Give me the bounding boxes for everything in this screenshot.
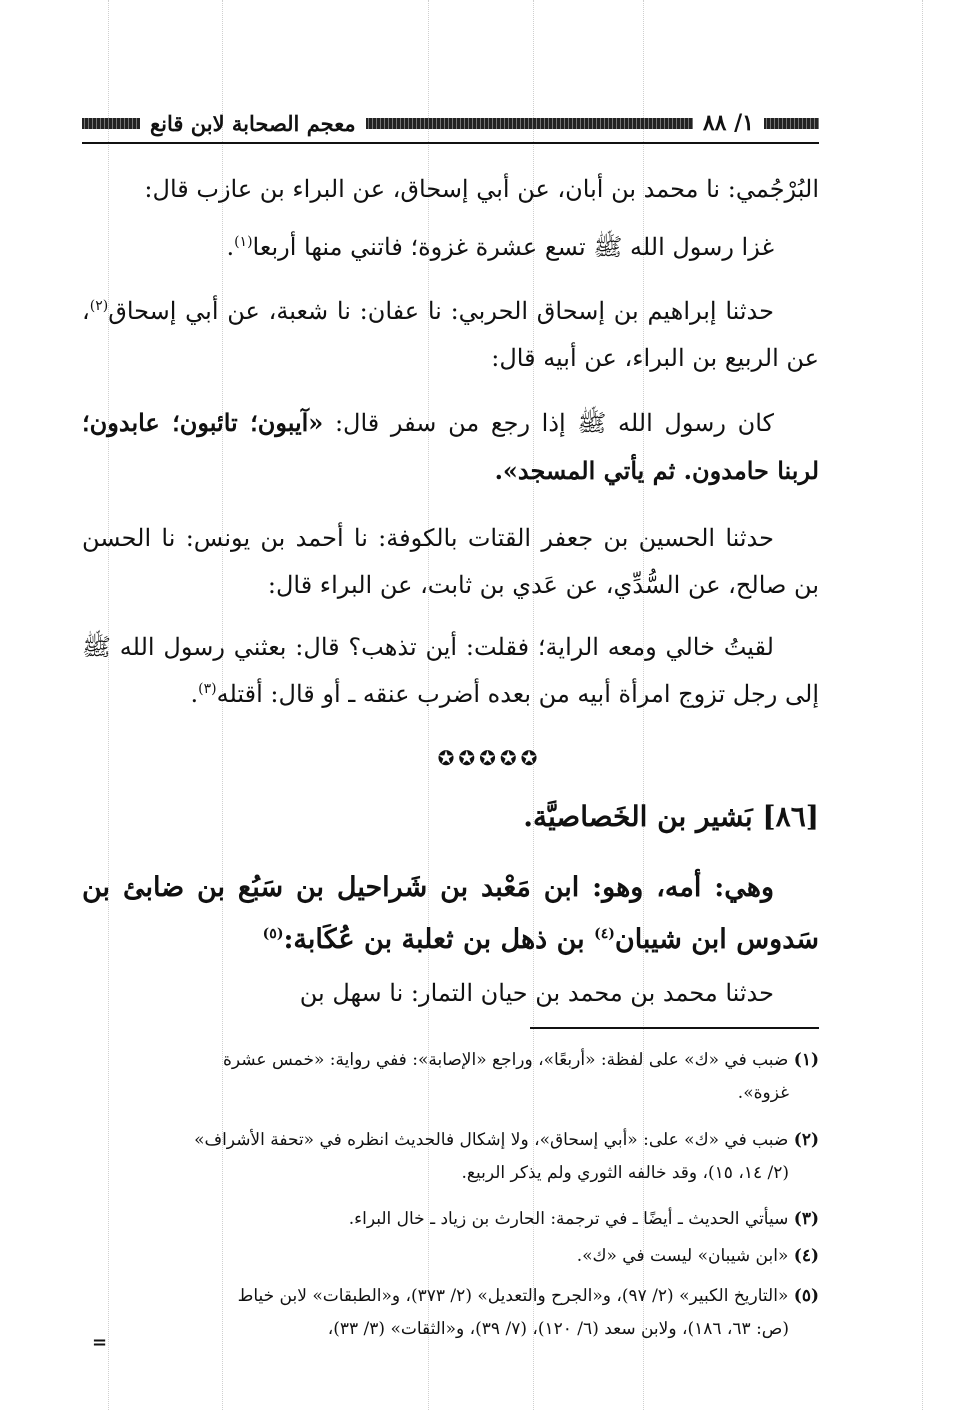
- paragraph-text: البُرْجُمي: نا محمد بن أبان، عن أبي إسحاق، عن البراء بن عازب قال:: [144, 175, 819, 203]
- paragraph-text: حدثنا إبراهيم بن إسحاق الحربي: نا عفان: نا شعبة، عن أبي إسحاق: [108, 297, 774, 325]
- scan-line: [922, 0, 923, 1410]
- footnote-text: ضبب في «ك» على لفظة: «أربعًا»، وراجع «الإصابة»: ففي رواية: «خمس عشرة: [222, 1050, 789, 1070]
- lineage-text: بن ذهل بن ثعلبة بن عُكَابة:: [283, 924, 595, 955]
- entry-number: [٨٦]: [762, 800, 819, 833]
- paragraph-7: [82, 970, 819, 1017]
- paragraph-1: [82, 166, 819, 213]
- footnote-number: (١): [793, 1050, 819, 1070]
- entry-heading: [523, 800, 819, 833]
- entry-lineage: [82, 862, 819, 966]
- header-ornament: [764, 118, 819, 129]
- section-separator: ✪✪✪✪✪: [437, 746, 542, 770]
- footnote-5: [82, 1280, 819, 1346]
- paragraph-text: كان رسول الله ﷺ إذا رجع من سفر قال:: [334, 409, 774, 437]
- header-ornament: [366, 118, 693, 129]
- footnote-number: (٣): [793, 1209, 819, 1229]
- footnote-number: (٥): [793, 1286, 819, 1306]
- header-ornament: [82, 118, 140, 129]
- quoted-text: «آيبون؛ تائبون؛ عابدون؛ لربنا حامدون. ثم يأتي المسجد».: [82, 408, 819, 485]
- paragraph-3: [82, 288, 819, 382]
- entry-name: بَشير بن الخَصاصيَّة.: [523, 800, 753, 833]
- page-number: ١/ ٨٨: [702, 110, 754, 136]
- book-title: معجم الصحابة لابن قانع: [150, 110, 356, 136]
- footnote-ref[interactable]: (٥): [262, 926, 284, 942]
- footnote-number: (٢): [793, 1130, 819, 1150]
- footnote-text: «ابن شيبان» ليست في «ك».: [576, 1246, 789, 1266]
- footnote-text: «التاريخ الكبير» (٢/ ٩٧)، و«الجرح والتعديل» (٢/ ٣٧٣)، و«الطبقات» لابن خياط: [237, 1286, 789, 1306]
- paragraph-5: [82, 515, 819, 609]
- footnote-2: [82, 1124, 819, 1190]
- footnote-ref[interactable]: (١): [234, 234, 253, 250]
- continuation-mark: =: [92, 1332, 108, 1353]
- lineage-text: وهي: أمه، وهو: ابن مَعْبد بن شَراحيل بن سَبُع بن ضابئ بن سَدوس ابن شيبان: [82, 872, 819, 955]
- running-header: [82, 108, 819, 138]
- paragraph-text: لقيتُ خالي ومعه الراية؛ فقلت: أين تذهب؟ قال: بعثني رسول الله ﷺ إلى رجل تزوج امرأة أبيه من بعده أضرب عنقه ـ أو قال: أقتله: [82, 633, 819, 708]
- footnote-ref[interactable]: (٢): [89, 298, 109, 314]
- footnote-text: ضبب في «ك» على: «أبي إسحاق»، ولا إشكال فالحديث انظره في «تحفة الأشراف»: [194, 1130, 789, 1150]
- footnote-text: غزوة».: [737, 1083, 789, 1103]
- paragraph-4: [82, 399, 819, 495]
- paragraph-text: ، عن الربيع بن البراء، عن أبيه قال:: [82, 297, 819, 372]
- footnote-text: (٢/ ١٤، ١٥)، وقد خالفه الثوري ولم يذكر الربيع.: [461, 1163, 789, 1183]
- paragraph-text: غزا رسول الله ﷺ تسع عشرة غزوة؛ فاتني منها أربعا: [252, 233, 774, 261]
- paragraph-text: حدثنا محمد بن محمد بن حيان التمار: نا سهل بن: [299, 979, 774, 1007]
- footnote-ref[interactable]: (٣): [198, 681, 217, 697]
- footnote-rule: [530, 1027, 819, 1029]
- footnote-3: [82, 1203, 819, 1236]
- footnote-text: سيأتي الحديث ـ أيضًا ـ في ترجمة: الحارث بن زياد ـ خال البراء.: [348, 1209, 789, 1229]
- paragraph-2: غزا رسول الله ﷺ تسع عشرة غزوة؛ فاتني منها أربعا$^{(١)}$.: [226, 233, 774, 261]
- footnote-1: [82, 1044, 819, 1110]
- footnote-number: (٤): [793, 1246, 819, 1266]
- footnote-4: [82, 1240, 819, 1273]
- footnote-text: (ص: ٦٣، ١٨٦)، ولابن سعد (٦/ ١٢٠)، (٧/ ٣٩)، و«الثقات» (٣/ ٣٣)،: [327, 1319, 789, 1339]
- header-rule: [82, 142, 819, 144]
- footnote-ref[interactable]: (٤): [594, 926, 615, 942]
- paragraph-6: لقيتُ خالي ومعه الراية؛ فقلت: أين تذهب؟ قال: بعثني رسول الله ﷺ إلى رجل تزوج امرأة أبيه من بعده أضرب عنقه ـ أو قال: أقتله$^{(٣)}$.: [82, 633, 819, 708]
- paragraph-text: حدثنا الحسين بن جعفر القتات بالكوفة: نا أحمد بن يونس: نا الحسن بن صالح، عن السُّدِّي، عن عَدي بن ثابت، عن البراء قال:: [82, 524, 819, 599]
